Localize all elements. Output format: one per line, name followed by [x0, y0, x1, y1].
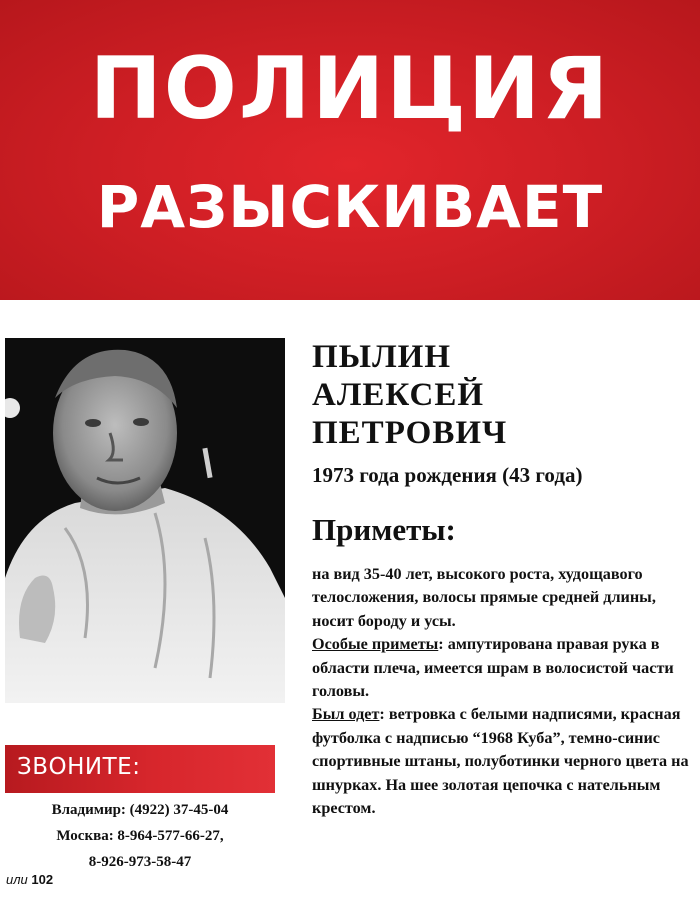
emergency-number — [6, 872, 53, 887]
clothes-label: Был одет — [312, 705, 380, 724]
description — [312, 563, 697, 820]
phone-moscow: Москва: 8-964-577-66-27, — [56, 828, 224, 844]
or-label: или — [6, 872, 28, 887]
special-signs — [312, 633, 697, 703]
wanted-person-photo — [5, 338, 285, 703]
first-name: АЛЕКСЕЙ — [312, 377, 485, 413]
headline-banner — [0, 0, 700, 300]
general-description: на вид 35-40 лет, высокого роста, худощавого телосложения, волосы прямые средней длины, носит бороду и усы. — [312, 565, 656, 630]
wanted-person-name — [312, 338, 507, 452]
special-signs-label: Особые приметы — [312, 635, 439, 654]
clothes-text: : ветровка с белыми надписями, красная футболка с надписью “1968 Куба”, темно-синис спортивные штаны, полуботинки черного цвета на шнурках. На шее золотая цепочка с нательным крестом. — [312, 705, 689, 818]
special-signs-text: : ампутирована правая рука в области плеча, имеется шрам в волосистой части головы. — [312, 635, 674, 701]
call-label: ЗВОНИТЕ: — [17, 754, 141, 780]
birth-year: 1973 года рождения (43 года) — [312, 463, 583, 487]
headline-wanted: РАЗЫСКИВАЕТ — [96, 173, 604, 241]
clothes — [312, 703, 697, 820]
signs-heading: Приметы: — [312, 512, 456, 547]
emergency-code: 102 — [31, 872, 54, 887]
call-banner — [5, 745, 275, 793]
phone-vladimir: Владимир: (4922) 37-45-04 — [51, 802, 229, 818]
patronymic: ПЕТРОВИЧ — [312, 415, 508, 451]
surname: ПЫЛИН — [312, 339, 451, 375]
phone-list — [0, 797, 280, 875]
headline-police: ПОЛИЦИЯ — [89, 39, 611, 139]
phone-moscow-2: 8-926-973-58-47 — [88, 854, 192, 870]
